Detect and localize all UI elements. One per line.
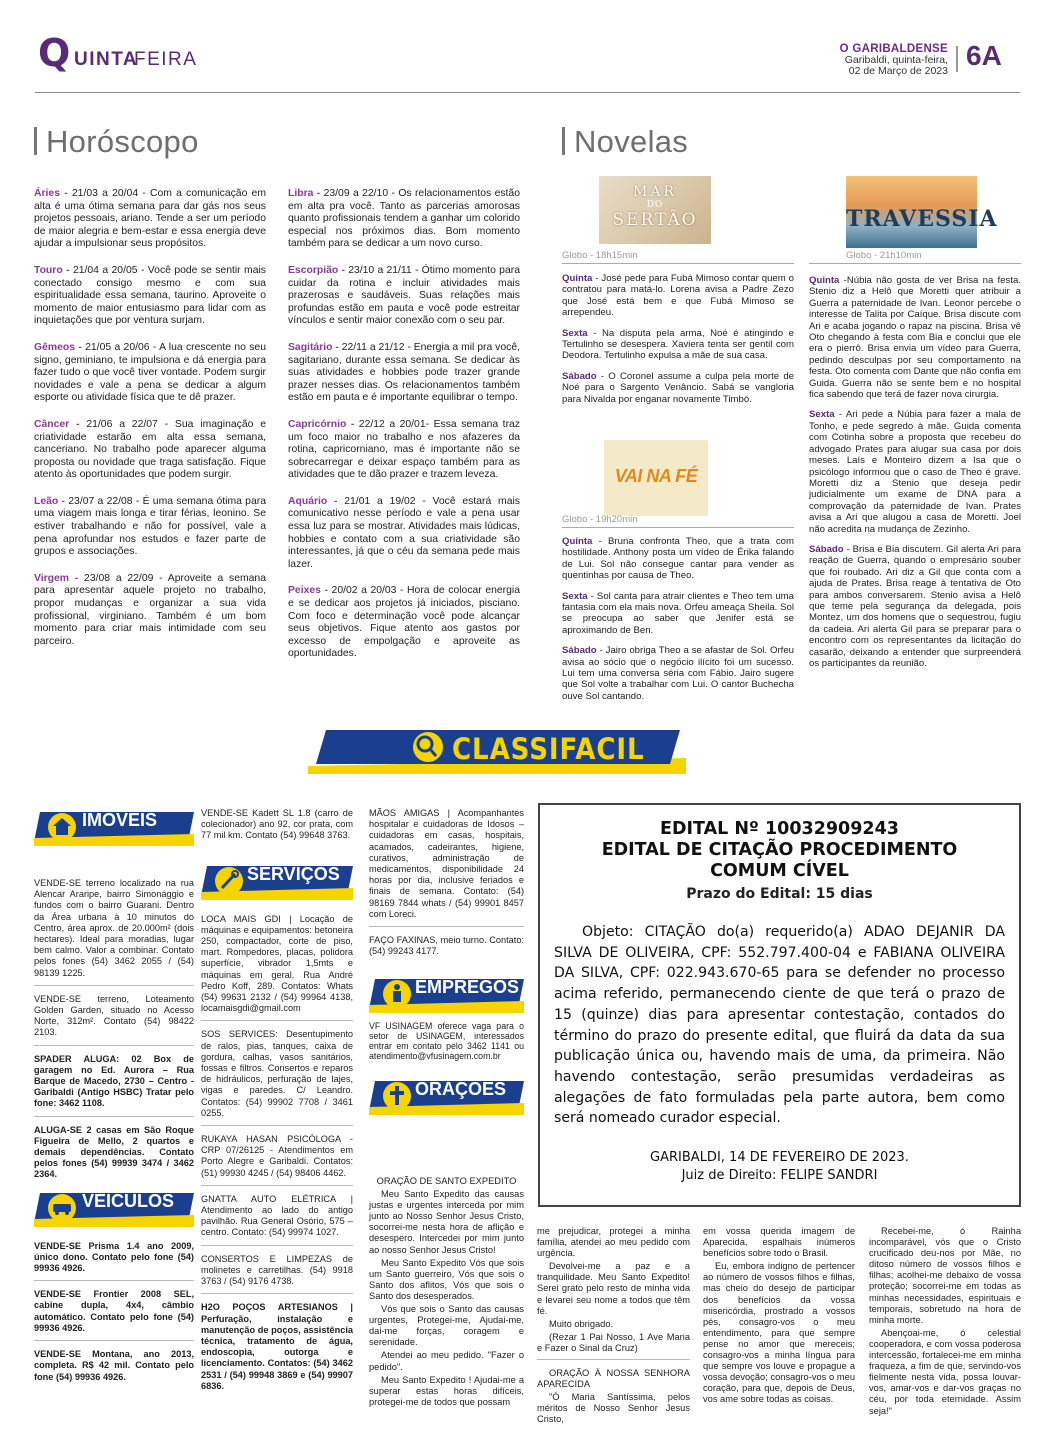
- sign-name: Escorpião -: [288, 264, 345, 276]
- prayer-paragraph: Devolvei-me a paz e a tranquilidade. Meu Santo Expedito! Serei grato pelo resto de minha vida e levarei seu nome a todos que têm fé.: [537, 1261, 690, 1316]
- sign-text: 21/01 a 19/02 - Você estará mais comunicativo nesse período e vale a pena usar essa luz para se mostrar. Atividades mais lúdicas, hobbies e contato com a sua criatividade são interessantes, já que o céu da semana pede mais lazer.: [288, 495, 520, 570]
- page-number: 6A: [966, 40, 1002, 71]
- episode-day: Sexta: [562, 590, 588, 602]
- travessia-episodes: [809, 275, 1021, 678]
- classified-ad: H2O POÇOS ARTESIANOS | Perfuração, instalação e manutenção de poços, assistência técnica, tratamento de água, endoscopia, outorga e licenciamento. Contatos: (54) 3462 2531 / (54) 99948 3869 e (54) 99907 6836.: [201, 1302, 353, 1391]
- horoscope-title: Horóscopo: [34, 124, 199, 160]
- oracao-santo-expedito: [369, 1176, 524, 1410]
- classified-ad: LOCA MAIS GDI | Locação de máquinas e equipamentos: betoneira 250, compactador, corte de piso, mart. Rompedores, placas, polidora superfície, vibrador 1,5mts e máquinas em geral. Rua André Pedro Koff, 289. Contatos: Whats (54) 99631 2132 / (54) 99964 4138, locamaisgdi@gmail.com: [201, 913, 353, 1014]
- episode-summary: [562, 645, 794, 702]
- horoscope-entry: [34, 573, 266, 649]
- classified-ad: MÃOS AMIGAS | Acompanhantes hospitalar e cuidadoras de Idosos – cuidadoras em casas, hospitais, acamados, cadeirantes, higiene, curativos, administração de medicamentos, disponibilidade 24 horas por dia, inclusive feriados e finais de semana. Contato: (54) 98169 7844 whats / (54) 99901 8457 com Loreci.: [369, 808, 524, 919]
- episode-summary: [562, 371, 794, 405]
- ad-divider: [34, 1340, 194, 1341]
- classified-ad: VENDE-SE Prisma 1.4 ano 2009, único dono. Contato pelo fone (54) 99936 4926.: [34, 1240, 194, 1274]
- episode-text: - Jairo obriga Theo a se afastar de Sol. Orfeu avisa ao sócio que o negócio ilícito foi um sucesso. Lui tem uma conversa séria com Fábio. Jairo sugere que Sol volte a trabalhar com Lui. O cantor Buchecha ouve Sol cantando.: [562, 645, 794, 702]
- horoscope-entry: [288, 585, 520, 661]
- sign-name: Virgem -: [34, 572, 79, 584]
- sign-text: 20/02 a 20/03 - Hora de colocar energia e se dedicar aos projetos já iniciados, pisciano. Com foco e determinação você pode alcançar seus objetivos. Fique atento aos gastos por excesso de empolgação e aproveite as oportunidades.: [288, 585, 521, 660]
- episode-day: Sábado: [562, 370, 597, 382]
- episode-text: - O Coronel assume a culpa pela morte de Noé para o Sargento Venâncio. Sabá se vangloria para Nivalda por enganar novamente Timbó.: [562, 370, 794, 405]
- sign-name: Áries -: [34, 188, 68, 199]
- episode-text: - Sol canta para atrair clientes e Theo tem uma fantasia com ela mais nova. Orfeu ameaça Sheila. Sol se preocupa ao saber que Jenifer está se aproximando de Ben.: [562, 590, 794, 636]
- classified-ad: FAÇO FAXINAS, meio turno. Contato: (54) 99243 4177.: [369, 935, 524, 957]
- horoscope-entry: [34, 188, 266, 251]
- classified-ad: VENDE-SE Montana, ano 2013, completa. R$ 42 mil. Contato pelo fone (54) 99936 4926.: [34, 1349, 194, 1382]
- episode-day: Quinta: [562, 273, 593, 284]
- paper-date: 02 de Março de 2023: [848, 65, 948, 77]
- edital-place-date: GARIBALDI, 14 DE FEVEREIRO DE 2023.: [650, 1150, 909, 1166]
- travessia-rule: [809, 263, 1021, 264]
- classified-col-1: [34, 808, 194, 1389]
- prayer-divider: [537, 1359, 690, 1360]
- sign-name: Capricórnio -: [288, 418, 355, 430]
- horoscope-entry: [34, 419, 266, 482]
- episode-summary: [562, 328, 794, 362]
- horoscope-entry: [288, 342, 520, 405]
- travessia-logo: TRAVESSIA: [846, 176, 977, 248]
- prayer-paragraph: Meu Santo Expedito Vós que sois um Santo guerreiro, Vós que sois o Santo dos aflitos, Vós que sois o Santo dos desesperados.: [369, 1257, 524, 1301]
- edital-procedure: COMUM CÍVEL: [710, 861, 849, 881]
- ad-divider: [201, 1245, 353, 1246]
- edital-prazo: Prazo do Edital: 15 dias: [686, 886, 873, 902]
- sign-name: Touro -: [34, 264, 70, 276]
- sign-name: Sagitário -: [288, 341, 339, 353]
- episode-text: - Brisa e Bia discutem. Gil alerta Ari para reação de Guerra, quando o empresário souber que foi roubado. Ari diz a Gil que conta com a ajuda de Prates. Brisa reage à tentativa de Oto para ambos conversarem. Stenio avisa a Helô que teme pela segurança da delegada, pois Montez, um dos homens que o sequestrou, fugiu da cadeia. Ari alerta Gil para se preparar para o encontro com os representantes da licitação do casarão, deixando a entender que surpreenderá os participantes da reunião.: [809, 543, 1021, 669]
- sign-name: Aquário -: [288, 495, 338, 507]
- sign-name: Câncer -: [34, 418, 80, 430]
- sign-name: Peixes -: [288, 585, 328, 597]
- classified-ad: SPADER ALUGA: 02 Box de garagem no Ed. Aurora – Rua Barque de Macedo, 2730 – Centro - Garibaldi (Antigo HSBC) Tratar pelo fone: 3462 1108.: [34, 1053, 194, 1109]
- episode-text: -Núbia não gosta de ver Brisa na festa. Stenio diz a Helô que Moretti quer atribuir a Guerra a paternidade de Ivan. Leonor percebe o interesse de Talita por Caíque. Brisa discute com Ari e acaba jogando o rapaz na piscina. Brisa vê Oto chegando à festa com Bia e conclui que ele era o pierrô. Brisa envia um vídeo para Guerra, pedindo desculpas por seu comportamento na festa. Oto comenta com Dante que não confia em Guida. Guerra não se sente bem e no hospital fica sabendo que terá de fazer nova cirurgia.: [809, 275, 1021, 401]
- ad-divider: [34, 1045, 194, 1046]
- episode-text: - Na disputa pela arma, Noé é atingindo e Tertulinho se desespera. Xaviera tenta ser gentil com Deodora. Tertulinho expulsa a mãe de sua casa.: [562, 327, 794, 362]
- classifacil-title: CLASSIFACIL: [452, 732, 645, 766]
- servicos-badge: SERVIÇOS: [201, 862, 353, 900]
- episode-summary: [562, 536, 794, 582]
- logo-q: Q: [38, 31, 71, 75]
- prayer-paragraph: Meu Santo Expedito ! Ajudai-me a superar estas horas difíceis, protegei-me de todos que possam: [369, 1374, 524, 1407]
- sign-name: Leão -: [34, 495, 65, 507]
- ad-divider: [34, 985, 194, 986]
- episode-day: Quinta: [809, 275, 840, 286]
- prayer-paragraph: Vós que sois o Santo das causas urgentes, Protegei-me, Ajudai-me, dai-me forças, coragem e serenidade.: [369, 1304, 524, 1348]
- episode-day: Sexta: [562, 327, 588, 339]
- sign-text: 23/10 a 21/11 - Ótimo momento para cuidar da rotina e incluir atividades mais prazerosas e saudáveis. Suas relações mais profundas estão em pauta e você pode estreitar vínculos e sentir maior conexão com o seu par.: [288, 264, 520, 327]
- classified-ad: ALUGA-SE 2 casas em São Roque Figueira de Mello, 2 quartos e demais dependências. Contato pelos fones (54) 99939 3474 / 3462 2364.: [34, 1124, 194, 1180]
- edital-box: [538, 803, 1021, 1207]
- classified-col-3: [369, 808, 524, 1123]
- episode-summary: [562, 273, 794, 319]
- sign-text: 23/09 a 22/10 - Os relacionamentos estão em alta pra você. Tanto as parcerias amorosas quanto profissionais tendem a ganhar um colorido especial nos próximos dias. Bom momento também para se dedicar a um novo curso.: [288, 188, 520, 250]
- sign-text: 23/07 a 22/08 - É uma semana ótima para uma viagem mais longa e tirar férias, leonino. Se estiver trabalhando e não for possível, vale a pena aprofundar nos estudos e fazer parte de grupos e associações.: [34, 495, 266, 558]
- section-logo: [38, 31, 238, 80]
- prayer-paragraph: em vossa querida imagem de Aparecida, espalhais inúmeros benefícios sobre todo o Brasil.: [703, 1226, 855, 1259]
- logo-uinta: UINTA: [74, 49, 139, 70]
- episode-summary: [809, 275, 1021, 400]
- episode-day: Sexta: [809, 409, 835, 421]
- sign-text: 21/03 a 20/04 - Com a comunicação em alta é uma ótima semana para dar gás nos seus projetos pessoais, ariano. Tende a ser um período de maior alegria e bem-estar e essa energia deve ajudar a impulsionar seus propósitos.: [34, 188, 266, 250]
- classified-ad: VENDE-SE terreno localizado na rua Alencar Araripe, bairro Simonággio e fundos com o bairro Guarani. Dentro da Área urbana à 10 minutos do Centro, área aprox. de 20.000m² (dois hectares). Ideal para moradias, lugar bem calmo. Valor a combinar. Contato pelos fones (54) 3462 2055 / (54) 98139 1225.: [34, 878, 194, 978]
- horoscope-entry: [288, 496, 520, 572]
- edital-judge: Juiz de Direito: FELIPE SANDRI: [681, 1168, 878, 1184]
- classified-col-2: [201, 808, 353, 1398]
- ad-divider: [34, 1116, 194, 1117]
- ad-divider: [369, 926, 524, 927]
- imoveis-badge: IMÓVEIS: [34, 808, 194, 846]
- veiculos-badge: VEÍCULOS: [34, 1189, 194, 1227]
- episode-text: - José pede para Fubá Mimoso contar quem o contratou para matá-lo. Lorena avisa a Padre Zezo que José está bem e que Fubá Mimoso se arrependeu.: [562, 273, 794, 319]
- oracao2-title: ORAÇÃO À NOSSA SENHORA APARECIDA: [537, 1368, 690, 1390]
- logo-feira: FEIRA: [134, 49, 198, 70]
- prayer-paragraph: Atendei ao meu pedido. "Fazer o pedido".: [369, 1350, 524, 1372]
- mar-do-sertao-logo: MAR DO SERTÃO: [599, 176, 711, 244]
- sign-text: 22/11 a 21/12 - Energia a mil pra você, sagitariano, durante essa semana. Se dedicar às suas atividades e hobbies pode trazer grande prazer nesses dias. Os relacionamentos também estão em pauta e é importante equilibrar o tempo.: [288, 341, 520, 404]
- vai-episodes: [562, 536, 794, 711]
- horoscope-col-2: [288, 188, 520, 675]
- classified-ad: GNATTA AUTO ELÉTRICA | Atendimento ao lado do antigo pavilhão. Rua General Osório, 575 – centro. Contato: (54) 99974 1027.: [201, 1193, 353, 1238]
- vai-caption: Globo - 19h20min: [562, 514, 794, 528]
- prayer-paragraph: (Rezar 1 Pai Nosso, 1 Ave Maria e Fazer o Sinal da Cruz): [537, 1331, 690, 1353]
- classified-ad: SOS SERVICES: Desentupimento de ralos, pias, tanques, caixa de gordura, calhas, vasos sanitários, fossas e filtros. Consertos e reparos de hidráulicos, perfuração de lajes, vigas e paredes. C/ Leandro. Contatos: (54) 99902 7708 / 3461 0255.: [201, 1029, 353, 1118]
- oracao-aparecida-col-2: [703, 1226, 855, 1408]
- masthead: [840, 44, 948, 77]
- travessia-caption: Globo - 21h10min: [846, 250, 1021, 264]
- episode-summary: [809, 544, 1021, 669]
- sign-text: 23/08 a 22/09 - Aproveite a semana para apresentar aquele projeto no trabalho, propor mudanças e organizar a sua vida profissional, virginiano. Também é um bom momento para criar mais intimidade com seu parceiro.: [34, 572, 266, 647]
- empregos-badge: EMPREGOS: [369, 975, 524, 1013]
- paper-name: O GARIBALDENSE: [839, 43, 948, 55]
- horoscope-entry: [288, 188, 520, 251]
- ad-divider: [201, 1020, 353, 1021]
- classified-ad: RUKAYA HASAN PSICÓLOGA - CRP 07/26125 - Atendimentos em Porto Alegre e Garibaldi. Contatos: (51) 99930 4245 / (54) 98406 4462.: [201, 1134, 353, 1178]
- ad-divider: [201, 1125, 353, 1126]
- horoscope-entry: [34, 496, 266, 559]
- horoscope-entry: [34, 342, 266, 405]
- prayer-paragraph: Muito obrigado.: [549, 1318, 614, 1329]
- oracao1-title: ORAÇÃO DE SANTO EXPEDITO: [376, 1176, 517, 1186]
- sign-name: Libra -: [288, 188, 321, 199]
- horoscope-entry: [288, 265, 520, 328]
- episode-summary: [562, 591, 794, 637]
- prayer-paragraph: Recebei-me, ó Rainha incomparável, vós que o Cristo crucificado deu-nos por Mãe, no ditoso número de vossos filhos e filhas; acolhei-me debaixo de vossa proteção; socorrei-me em todas as minhas necessidades, espirituais e temporais, sobretudo na hora de minha morte.: [869, 1226, 1021, 1325]
- header-rule: [35, 92, 1020, 93]
- page-divider: [956, 46, 958, 72]
- episode-summary: [809, 409, 1021, 534]
- sign-name: Gêmeos -: [34, 341, 82, 353]
- prayer-paragraph: me prejudicar, protegei a minha família, atendei ao meu pedido com urgência.: [537, 1226, 690, 1259]
- horoscope-entry: [34, 265, 266, 328]
- prayer-paragraph: "Ó Maria Santíssima, pelos méritos de Nosso Senhor Jesus Cristo,: [537, 1392, 690, 1425]
- oracao-aparecida-col-3: [869, 1226, 1021, 1419]
- horoscope-col-1: [34, 188, 266, 662]
- kadett-ad: VENDE-SE Kadett SL 1.8 (carro de colecionador) ano 92, cor prata, com 77 mil km. Contato (54) 99648 3763.: [201, 808, 353, 841]
- ad-divider: [201, 1185, 353, 1186]
- episode-day: Quinta: [562, 536, 593, 547]
- horoscope-entry: [288, 419, 520, 482]
- episode-text: - Bruna confronta Theo, que a trata com hostilidade. Anthony posta um vídeo de Érika falando de Lui. Sol não consegue cantar para vender as quentinhas por causa de Theo.: [562, 536, 794, 582]
- episode-day: Sábado: [562, 645, 597, 657]
- ad-divider: [34, 1280, 194, 1281]
- classified-ad: VENDE-SE terreno, Loteamento Golden Garden, situado no Acesso Norte, 312m². Contato (54) 98422 2103.: [34, 993, 194, 1038]
- oracoes-badge: ORAÇÕES: [369, 1077, 524, 1115]
- episode-day: Sábado: [809, 543, 844, 555]
- sign-text: 21/05 a 20/06 - A lua crescente no seu signo, geminiano, te impulsiona e dá energia para fazer tudo o que você tiver vontade. Podem surgir novidades e vale a pena se dedicar a algum esporte ou atividade física que te dê prazer.: [34, 341, 266, 404]
- episode-text: - Ari pede a Núbia para fazer a mala de Tonho, e pede segredo à mãe. Guida comenta com Cotinha sobre a proposta que recebeu do advogado Prates para alugar sua casa por dois meses. Laís e Monteiro dizem a Isa que o psicólogo informou que o caso de Theo é grave. Moretti diz a Stenio que deseja pedir judicialmente um exame de DNA para a comprovação da paternidade de Ivan. Prates avisa a Ari que alugou a casa de Moretti. Joel não acredita na mudança de Zezinho.: [809, 409, 1021, 535]
- mar-caption: Globo - 18h15min: [562, 250, 794, 264]
- empregos-ad: VF USINAGEM oferece vaga para o setor de USINAGEM, interessados entrar em contato pelo 3462 1141 ou atendimento@vfusinagem.com.br: [369, 1021, 524, 1062]
- ad-divider: [201, 1293, 353, 1294]
- paper-place: Garibaldi, quinta-feira,: [844, 54, 948, 66]
- classified-ad: CONSERTOS E LIMPEZAS de molinetes e carretilhas. (54) 9918 3763 / (54) 9176 4738.: [201, 1253, 353, 1287]
- sign-text: 22/12 a 20/01- Essa semana traz um foco maior no trabalho e nos afazeres da rotina, capricorniano, mas é importante não se sobrecarregar e deixar espaço também para as atividades que te dão prazer e trazem leveza.: [288, 418, 520, 481]
- sign-text: 21/04 a 20/05 - Você pode se sentir mais conectado consigo mesmo e com sua espiritualidade essa semana, taurino. Aproveite o momento de maior entusiasmo para lidar com as inquietações que por ventura surjam.: [34, 264, 266, 327]
- classified-ad: VENDE-SE Frontier 2008 SEL, cabine dupla, 4x4, câmbio automático. Contato pelo fone (54) 99936 4926.: [34, 1289, 194, 1333]
- classifacil-banner: [308, 730, 686, 774]
- edital-body: Objeto: CITAÇÃO do(a) requerido(a) ADAO DEJANIR DA SILVA DE OLIVEIRA, CPF: 552.797.400-04 e FABIANA OLIVEIRA DA SILVA, CPF: 022.943.670-65 para se defender no processo acima referido, permanecendo ciente de que terá o prazo de 15 (quinze) dias para apresentar contestação, contados do término do prazo do presente edital, que fluirá da data da sua publicação única ou, havendo mais de uma, da primeira. Não havendo contestação, serão presumidas verdadeiras as alegações de fato formuladas pela parte autora, bem como será nomeado curador especial.: [554, 924, 1005, 1127]
- prayer-paragraph: Meu Santo Expedito das causas justas e urgentes interceda por mim junto ao Nosso Senhor Jesus Cristo, socorrei-me nesta hora de aflição e desespero. Intercedei por mim junto ao nosso Senhor Jesus Cristo!: [369, 1189, 524, 1255]
- edital-type: EDITAL DE CITAÇÃO PROCEDIMENTO: [601, 840, 958, 860]
- prayer-paragraph: Abençoai-me, ó celestial cooperadora, e com vossa poderosa intercessão, fortalecei-me em minha fraqueza, a fim de que, servindo-vos fielmente nesta vida, possa louvar-vos, amar-vos e dar-vos graças no céu, por toda eternidade. Assim seja!": [869, 1327, 1021, 1416]
- prayer-paragraph: Eu, embora indigno de pertencer ao número de vossos filhos e filhas, mas cheio do desejo de participar dos benefícios da vossa misericórdia, prostrado a vossos pés, consagro-vos o meu entendimento, para que sempre pense no amor que mereceis; consagro-vos a minha língua para que sempre vos louve e propague a vossa devoção; consagro-vos o meu coração, para que, depois de Deus, vos ame sobre todas as coisas.: [703, 1261, 855, 1405]
- mar-episodes: [562, 273, 794, 414]
- vai-na-fe-logo: VAI NA FÉ: [604, 440, 708, 516]
- novelas-title: Novelas: [562, 124, 688, 160]
- sign-text: 21/06 a 22/07 - Sua imaginação e criatividade estarão em alta essa semana, canceriano. No trabalho pode aparecer alguma proposta ou novidade que traga satisfação. Fique atento às oportunidades que podem surgir.: [34, 418, 267, 481]
- edital-number: EDITAL Nº 10032909243: [660, 819, 899, 839]
- oracao-continuation: [537, 1226, 690, 1430]
